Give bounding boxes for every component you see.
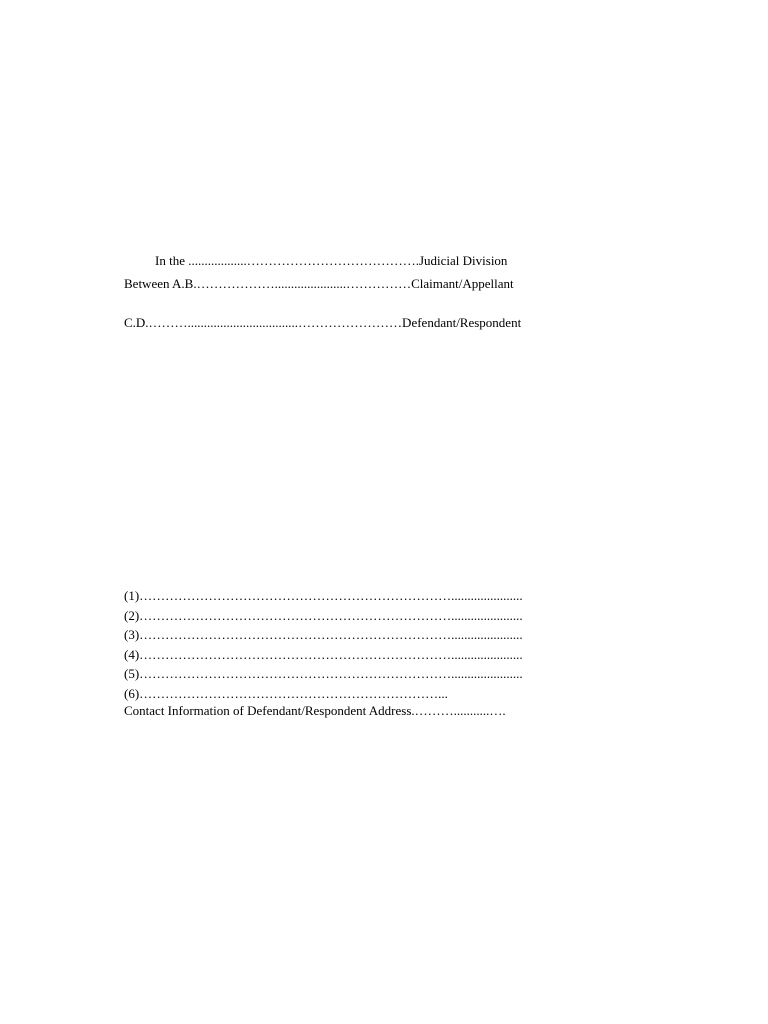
court-division-line: In the ..................………………………………….Judicial Division [155,253,508,268]
numbered-line-3: (3)………………………………………………………………...................... [124,627,523,642]
numbered-line-4: (4)………………………………………………………………...................... [124,646,523,662]
claimant-appellant-line: Between A.B.………………......................……………Claimant/Appellant [124,276,514,291]
numbered-lines [124,588,684,705]
numbered-line-6: (6)……………………………………………………………... [124,685,448,701]
numbered-line-5: (5)………………………………………………………………...................... [124,666,523,681]
numbered-line-2: (2)………………………………………………………………...................... [124,607,523,623]
contact-information-line: Contact Information of Defendant/Respondent Address.………...........…. [124,703,506,718]
numbered-line-1: (1)………………………………………………………………...................... [124,588,523,603]
defendant-respondent-line: C.D.………..................................……………………Defendant/Respondent [124,315,522,330]
